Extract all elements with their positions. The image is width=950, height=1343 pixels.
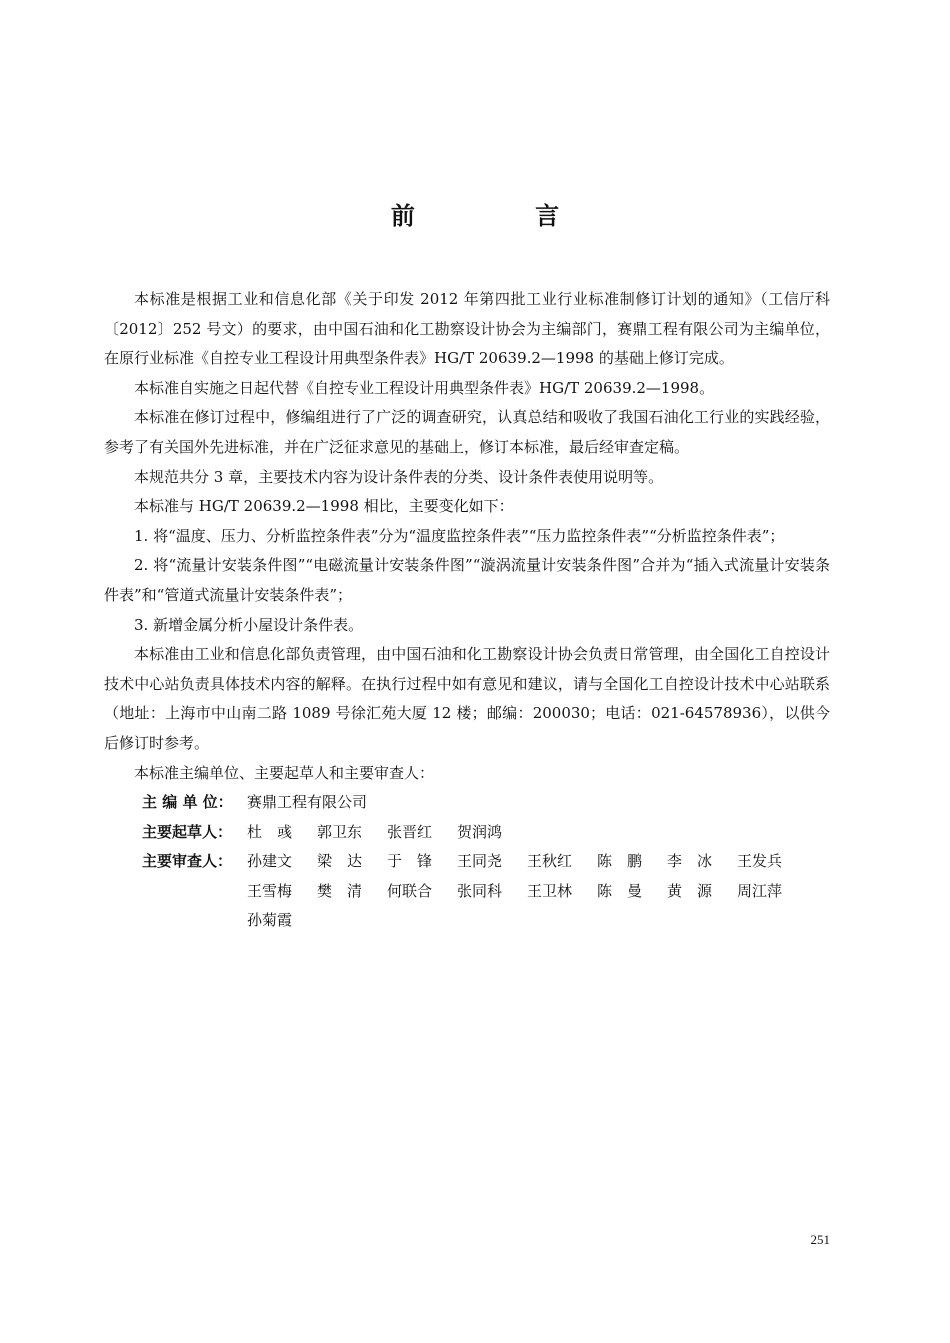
- reviewer-name: 何联合: [387, 881, 433, 900]
- paragraph: 本标准自实施之日起代替《自控专业工程设计用典型条件表》HG/T 20639.2—1998。: [134, 378, 715, 397]
- editor-unit-name: 赛鼎工程有限公司: [247, 793, 368, 812]
- paragraph: 本标准主编单位、主要起草人和主要审查人：: [134, 763, 435, 782]
- list-item: 1. 将“温度、压力、分析监控条件表”分为“温度监控条件表”“压力监控条件表”“分析监控条件表”；: [134, 526, 785, 545]
- reviewer-name: 张同科: [457, 881, 503, 900]
- contributors-list: [104, 788, 830, 936]
- preface-body: [104, 285, 830, 936]
- paragraph: 本标准由工业和信息化部负责管理，由中国石油和化工勘察设计协会负责日常管理，由全国化工自控设计技术中心站负责具体技术内容的解释。在执行过程中如有意见和建议，请与全国化工自控设计技术中心站联系（地址：上海市中山南二路 1089 号徐汇苑大厦 12 楼；邮编：200030；电话：021-64578936），以供今后修订时参考。: [104, 645, 830, 752]
- reviewer-name: 樊 清: [317, 881, 363, 900]
- paragraph: 本标准与 HG/T 20639.2—1998 相比，主要变化如下：: [134, 497, 514, 516]
- drafter-name: 郭卫东: [317, 822, 363, 841]
- reviewer-name: 黄 源: [667, 881, 713, 900]
- reviewer-name: 孙菊霞: [247, 911, 293, 930]
- editor-unit-row: [104, 788, 830, 818]
- list-item: 3. 新增金属分析小屋设计条件表。: [134, 615, 364, 634]
- paragraph: 本规范共分 3 章，主要技术内容为设计条件表的分类、设计条件表使用说明等。: [134, 467, 664, 486]
- drafters-row: [104, 818, 830, 848]
- reviewer-name: 李 冰: [667, 852, 713, 871]
- reviewer-name: 梁 达: [317, 852, 363, 871]
- page-title: 前 言: [390, 202, 616, 230]
- paragraph: 本标准是根据工业和信息化部《关于印发 2012 年第四批工业行业标准制修订计划的通知》（工信厅科〔2012〕252 号文）的要求，由中国石油和化工勘察设计协会为主编部门，赛鼎工程有限公司为主编单位，在原行业标准《自控专业工程设计用典型条件表》HG/T 20639.2—1998 的基础上修订完成。: [104, 290, 830, 368]
- reviewer-name: 王秋红: [527, 852, 573, 871]
- reviewers-label: 主要审查人：: [142, 852, 233, 871]
- reviewer-name: 于 锋: [387, 852, 433, 871]
- drafter-name: 贺润鸿: [457, 822, 503, 841]
- reviewer-name: 陈 曼: [597, 881, 643, 900]
- reviewer-name: 王雪梅: [247, 881, 293, 900]
- reviewers-names: [247, 847, 827, 936]
- reviewer-name: 王发兵: [737, 852, 783, 871]
- reviewer-name: 王同尧: [457, 852, 503, 871]
- editor-unit-label: 主 编 单 位：: [142, 793, 233, 812]
- reviewers-row: [104, 847, 830, 936]
- reviewer-name: 陈 鹏: [597, 852, 643, 871]
- list-item: 2. 将“流量计安装条件图”“电磁流量计安装条件图”“漩涡流量计安装条件图”合并为“插入式流量计安装条件表”和“管道式流量计安装条件表”；: [104, 556, 830, 604]
- reviewer-name: 王卫林: [527, 881, 573, 900]
- drafters-names: [247, 818, 827, 848]
- page-number: 251: [810, 1232, 830, 1247]
- drafter-name: 张晋红: [387, 822, 433, 841]
- paragraph: 本标准在修订过程中，修编组进行了广泛的调查研究，认真总结和吸收了我国石油化工行业的实践经验，参考了有关国外先进标准，并在广泛征求意见的基础上，修订本标准，最后经审查定稿。: [104, 408, 830, 456]
- drafters-label: 主要起草人：: [142, 822, 233, 841]
- drafter-name: 杜 彧: [247, 822, 293, 841]
- reviewer-name: 周江萍: [737, 881, 783, 900]
- reviewer-name: 孙建文: [247, 852, 293, 871]
